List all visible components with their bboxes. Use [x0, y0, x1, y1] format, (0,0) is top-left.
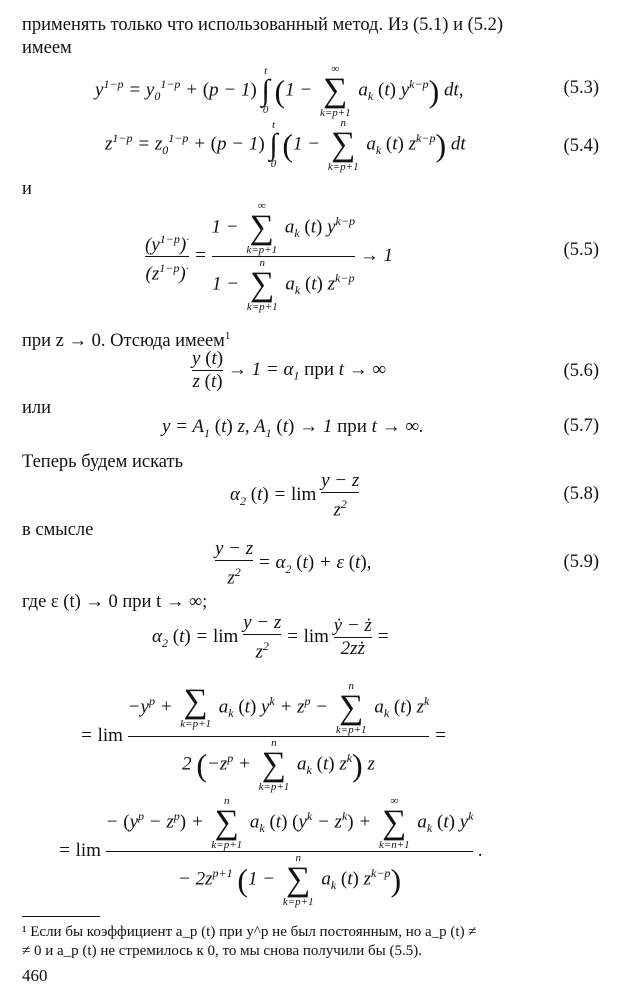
text-in-sense: в смысле — [22, 520, 94, 540]
equation-5-9: $\frac{y - z}{z^2}$ = $\alpha_2$ (t) + ε (t), — [215, 538, 372, 589]
derivation-line-3: = lim − $(y^p - z^p)$ + n ∑ k=p+1 $a_k$ (t) $(y^k - z^k)$ + ∞ ∑ k=n+1 $a_k$ (t) $y^k$ − $2z^{p+1}$ (1 − n ∑ k=p+1 $a_k$ (t) $z^{k-p}$) . — [58, 795, 483, 908]
equation-number-5-9: (5.9) — [563, 552, 599, 572]
footnote-line-2: ≠ 0 и a_p (t) не стремилось к 0, то мы снова получили бы (5.5). — [22, 943, 422, 959]
text-now: Теперь будем искать — [22, 452, 184, 472]
derivation-line-2: = lim $-y^p$ + ∑ k=p+1 $a_k$ (t) $y^k + z^p$ − n ∑ k=p+1 $a_k$ (t) $z^k$ 2 ($-z^p$ + n ∑ k=p+1 $a_k$ (t) $z^k$) z = — [80, 680, 447, 793]
text-where: где ε (t) → 0 при t → ∞; — [22, 592, 208, 612]
text-line-1: применять только что использованный метод. Из (5.1) и (5.2) — [22, 15, 504, 35]
equation-number-5-6: (5.6) — [563, 361, 599, 381]
equation-number-5-7: (5.7) — [563, 416, 599, 436]
equation-5-3: $y^{1-p} = y_0^{1-p} + (p - 1)$ t ∫ 0 (1 − ∞ ∑ k=p+1 $a_k$ (t) $y^{k-p}$) dt, — [95, 63, 464, 119]
text-and: и — [22, 179, 32, 199]
equation-number-5-5: (5.5) — [563, 240, 599, 260]
text-when-z-body: при z → 0. Отсюда имеем — [22, 331, 225, 352]
page-number: 460 — [22, 966, 48, 985]
footnote-rule — [22, 916, 100, 917]
equation-number-5-4: (5.4) — [563, 136, 599, 156]
text-line-2: имеем — [22, 38, 72, 58]
derivation-line-1: $\alpha_2$ (t) = lim $\frac{y - z}{z^2}$ = lim $\frac{\text{ẏ − ż}}{2zż}$ = — [152, 612, 390, 663]
equation-5-8: $\alpha_2$ (t) = lim $\frac{y - z}{z^2}$ — [230, 470, 360, 521]
equation-5-7: $y = A_1$ (t) z, $A_1$ (t) → 1 при t → ∞. — [162, 416, 424, 440]
equation-5-6: $\frac{y (t)}{z (t)}$ → $1 = \alpha_1$ при t → ∞ — [192, 348, 387, 392]
text-or: или — [22, 398, 52, 418]
footnote-line-1: ¹ Если бы коэффициент a_p (t) при y^p не был постоянным, но a_p (t) ≠ — [22, 924, 477, 940]
equation-5-4: $z^{1-p} = z_0^{1-p} + (p - 1)$ t ∫ 0 (1 − n ∑ k=p+1 $a_k$ (t) $z^{k-p}$) dt — [105, 117, 466, 173]
equation-number-5-3: (5.3) — [563, 78, 599, 98]
footnote-marker: 1 — [224, 330, 231, 342]
equation-number-5-8: (5.8) — [563, 484, 599, 504]
equation-5-5: $\frac{(y^{1-p})^\cdot}{(z^{1-p})^\cdot}$ = 1 − ∞ ∑ k=p+1 $a_k$ (t) $y^{k-p}$ 1 − n ∑ k=p+1 $a_k$ (t) $z^{k-p}$ → 1 — [145, 200, 393, 313]
